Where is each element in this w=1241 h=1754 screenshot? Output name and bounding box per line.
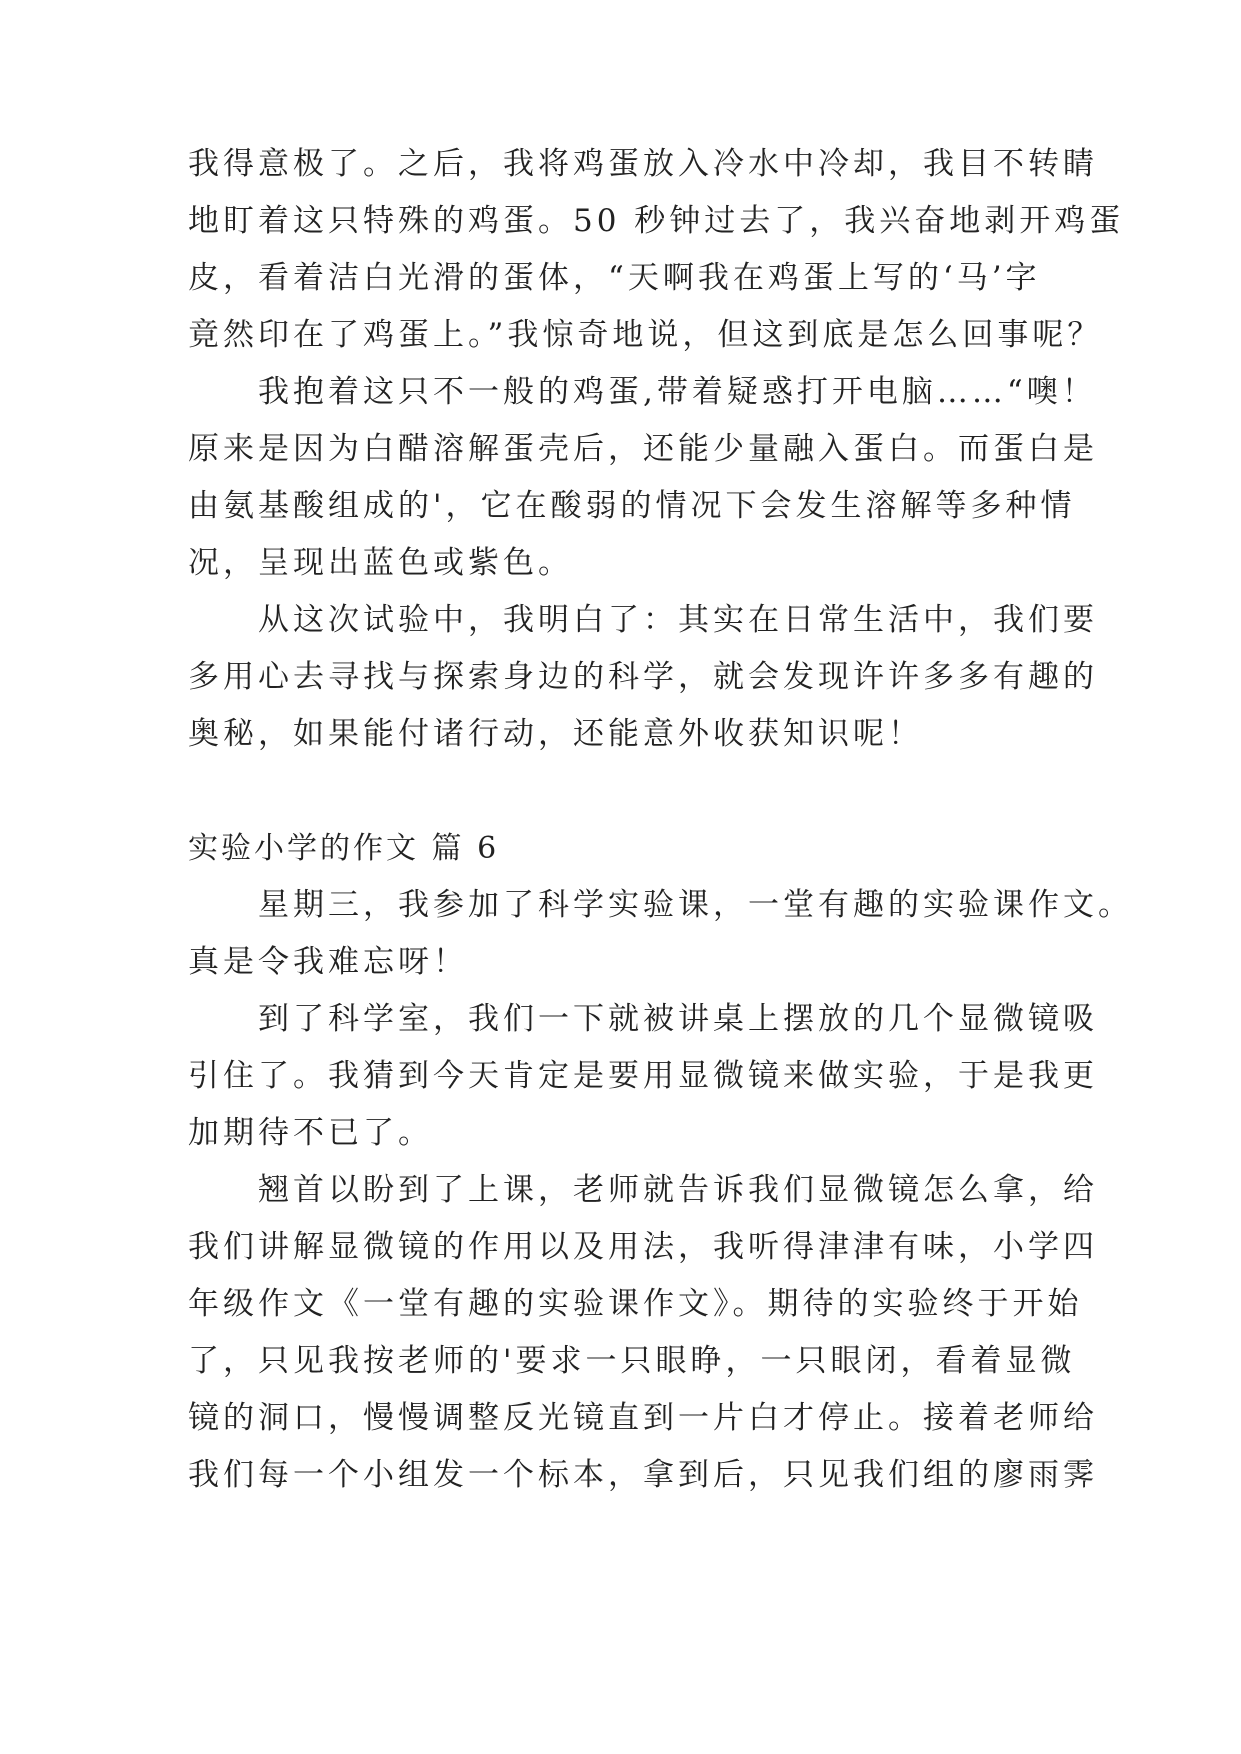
text-line: 竟然印在了鸡蛋上。”我惊奇地说，但这到底是怎么回事呢？ <box>188 317 1103 353</box>
text-line: 加期待不已了。 <box>188 1115 433 1151</box>
text-line: 引住了。我猜到今天肯定是要用显微镜来做实验，于是我更 <box>188 1058 1098 1094</box>
text-line: 我们每一个小组发一个标本，拿到后，只见我们组的廖雨霁 <box>188 1457 1098 1493</box>
text-line: 星期三，我参加了科学实验课，一堂有趣的实验课作文。 <box>188 887 1133 923</box>
text-line: 原来是因为白醋溶解蛋壳后，还能少量融入蛋白。而蛋白是 <box>188 431 1098 467</box>
text-line: 我们讲解显微镜的作用以及用法，我听得津津有味，小学四 <box>188 1229 1098 1265</box>
text-line: 到了科学室，我们一下就被讲桌上摆放的几个显微镜吸 <box>188 1001 1098 1037</box>
paragraph-block-2 <box>188 877 1133 1504</box>
text-line: 地盯着这只特殊的鸡蛋。50 秒钟过去了，我兴奋地剥开鸡蛋 <box>188 203 1125 239</box>
text-line: 皮，看着洁白光滑的蛋体，“天啊我在鸡蛋上写的‘马’字 <box>188 260 1041 296</box>
text-line: 我抱着这只不一般的鸡蛋,带着疑惑打开电脑……“噢！ <box>188 374 1097 410</box>
text-line: 镜的洞口，慢慢调整反光镜直到一片白才停止。接着老师给 <box>188 1400 1098 1436</box>
text-line: 从这次试验中，我明白了：其实在日常生活中，我们要 <box>188 602 1098 638</box>
text-line: 多用心去寻找与探索身边的科学，就会发现许许多多有趣的 <box>188 659 1098 695</box>
document-body <box>188 136 1133 1504</box>
text-line: 翘首以盼到了上课，老师就告诉我们显微镜怎么拿，给 <box>188 1172 1098 1208</box>
text-line: 我得意极了。之后，我将鸡蛋放入冷水中冷却，我目不转睛 <box>188 146 1098 182</box>
section-gap <box>188 763 1058 820</box>
text-line: 由氨基酸组成的'，它在酸弱的情况下会发生溶解等多种情 <box>188 488 1076 524</box>
text-line: 了，只见我按老师的'要求一只眼睁，一只眼闭，看着显微 <box>188 1343 1076 1379</box>
paragraph-block-1 <box>188 136 1125 763</box>
text-line: 况，呈现出蓝色或紫色。 <box>188 545 573 581</box>
section-heading: 实验小学的作文 篇 6 <box>188 831 500 866</box>
text-line: 奥秘，如果能付诸行动，还能意外收获知识呢！ <box>188 716 923 752</box>
text-line: 真是令我难忘呀！ <box>188 944 468 980</box>
text-line: 年级作文《一堂有趣的实验课作文》。期待的实验终于开始 <box>188 1286 1083 1322</box>
